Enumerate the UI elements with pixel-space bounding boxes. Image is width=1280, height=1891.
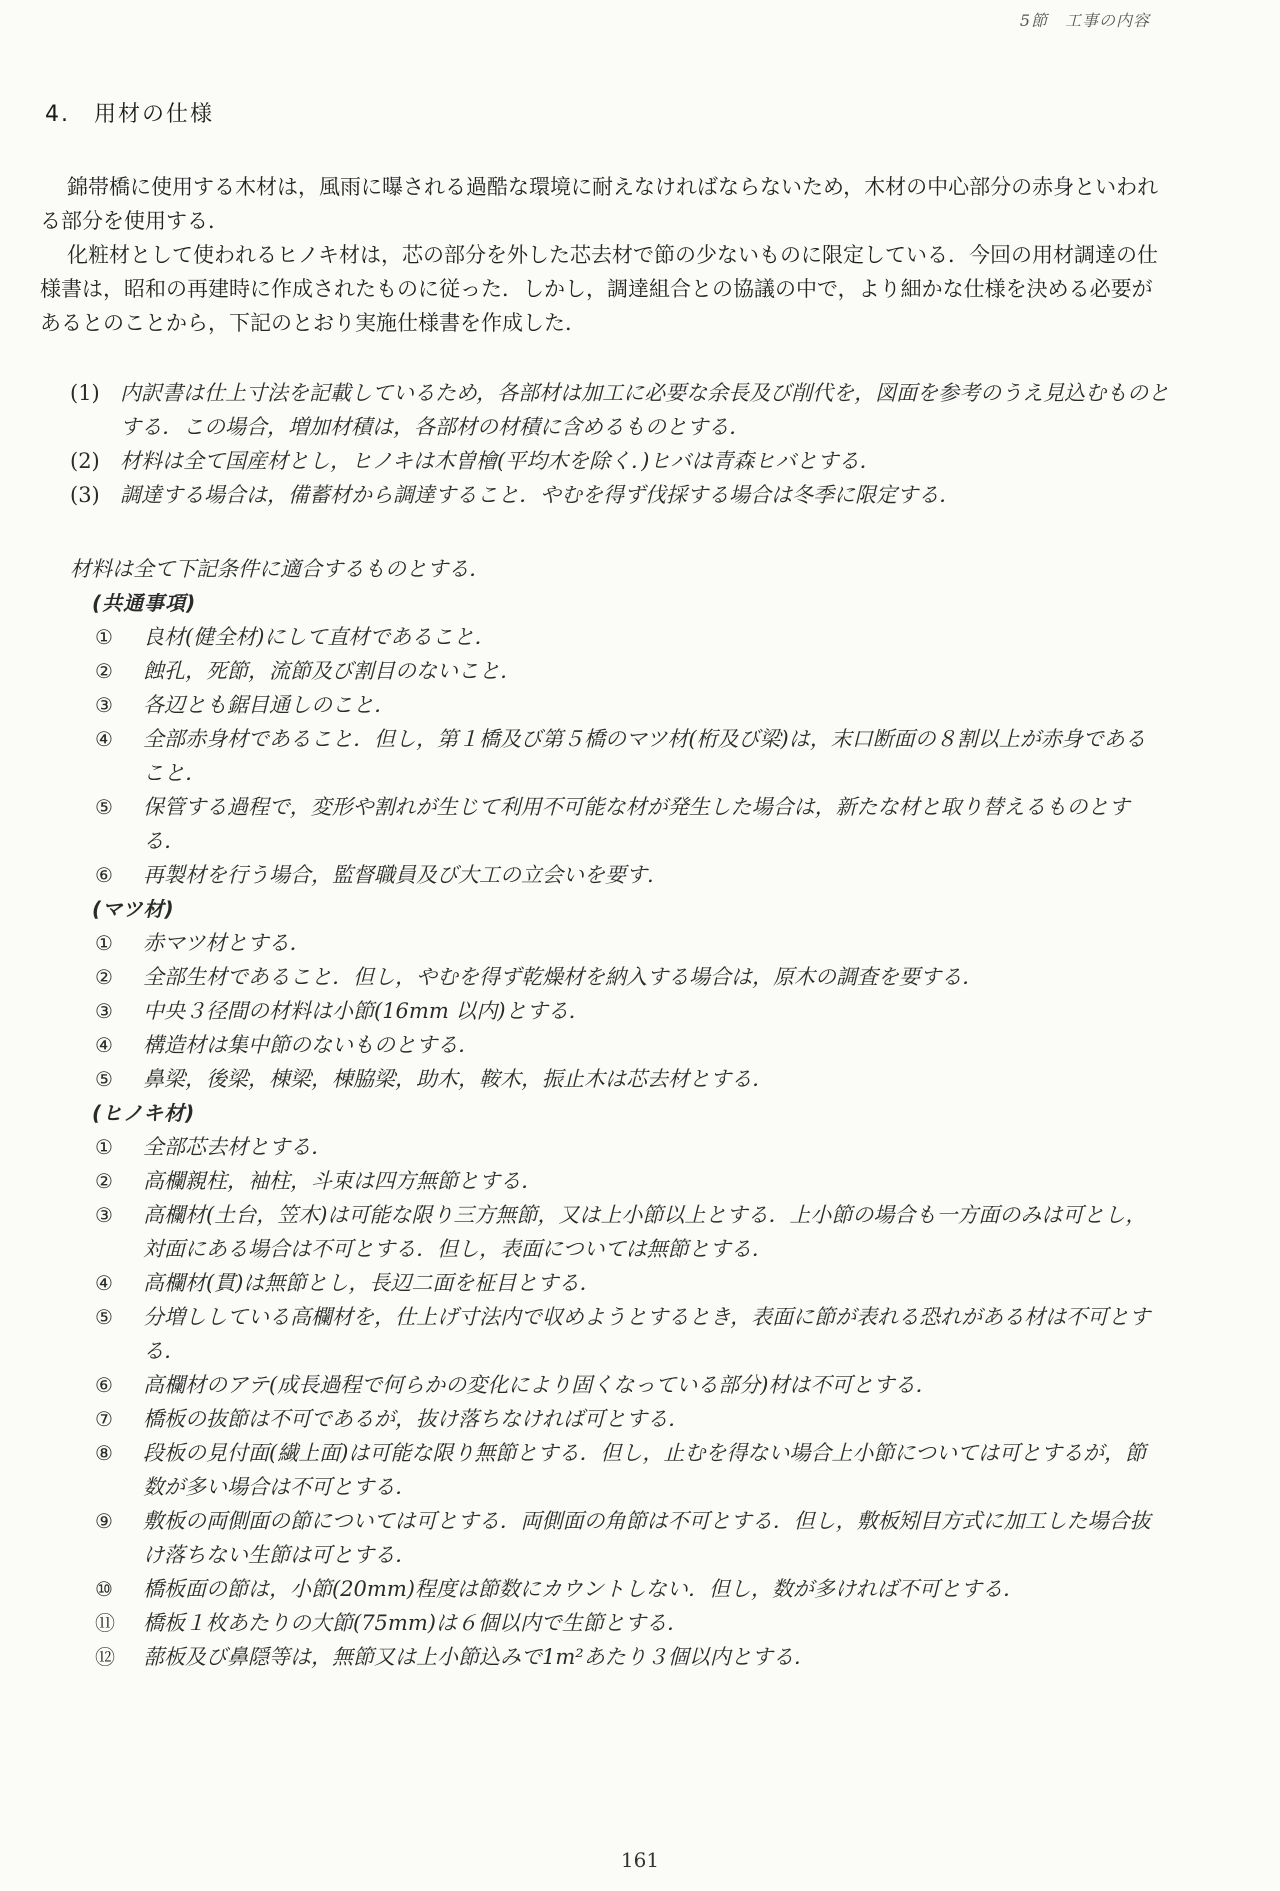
condition-item	[95, 654, 1170, 688]
intro-paragraph: 錦帯橋に使用する木材は，風雨に曝される過酷な環境に耐えなければならないため，木材の中心部分の赤身といわれる部分を使用する．	[40, 175, 1159, 233]
item-marker: ⑦	[95, 1407, 113, 1431]
condition-item	[95, 620, 1170, 654]
item-marker: ②	[95, 659, 113, 683]
item-marker: ⑥	[95, 1373, 113, 1397]
item-marker: ④	[95, 727, 113, 751]
item-marker: ①	[95, 625, 113, 649]
item-text: 中央３径間の材料は小節(16mm 以内)とする.	[143, 999, 576, 1023]
condition-item	[95, 960, 1170, 994]
item-text: 再製材を行う場合，監督職員及び大工の立会いを要す.	[143, 863, 654, 887]
item-text: 敷板の両側面の節については可とする．両側面の角節は不可とする．但し，敷板矧目方式に加工した場合抜け落ちない生節は可とする．	[143, 1509, 1151, 1567]
condition-item	[95, 1572, 1170, 1606]
item-marker: ①	[95, 931, 113, 955]
condition-item	[95, 858, 1170, 892]
item-text: 高欄親柱，袖柱，斗束は四方無節とする．	[143, 1169, 542, 1193]
note-text: 内訳書は仕上寸法を記載しているため，各部材は加工に必要な余長及び削代を，図面を参考のうえ見込むものとする．この場合，増加材積は，各部材の材積に含めるものとする．	[120, 381, 1170, 439]
item-marker: ①	[95, 1135, 113, 1159]
item-text: 高欄材(貫)は無節とし，長辺二面を柾目とする．	[143, 1271, 601, 1295]
condition-item	[95, 688, 1170, 722]
intro-paragraph: 化粧材として使われるヒノキ材は，芯の部分を外した芯去材で節の少ないものに限定している．今回の用材調達の仕様書は，昭和の再建時に作成されたものに従った．しかし，調達組合との協議の中で，より細かな仕様を決める必要があるとのことから，下記のとおり実施仕様書を作成した．	[40, 243, 1158, 335]
item-text: 分増ししている高欄材を，仕上げ寸法内で収めようとするとき，表面に節が表れる恐れがある材は不可とする．	[143, 1305, 1151, 1363]
condition-item	[95, 1402, 1170, 1436]
item-marker: ⑤	[95, 795, 113, 819]
item-text: 赤マツ材とする．	[143, 931, 311, 955]
item-marker: ④	[95, 1271, 113, 1295]
note-item	[70, 478, 1170, 512]
condition-item	[95, 1640, 1170, 1674]
condition-item	[95, 994, 1170, 1028]
condition-item	[95, 790, 1170, 858]
item-text: 各辺とも鋸目通しのこと．	[143, 693, 395, 717]
item-text: 高欄材(土台，笠木)は可能な限り三方無節，又は上小節以上とする．上小節の場合も一方面のみは可とし，対面にある場合は不可とする．但し，表面については無節とする．	[143, 1203, 1147, 1261]
condition-item	[95, 1436, 1170, 1504]
condition-item	[95, 1028, 1170, 1062]
conditions-section	[70, 552, 1170, 1674]
item-text: 蔀板及び鼻隠等は，無節又は上小節込みで1m²あたり３個以内とする．	[143, 1645, 815, 1669]
note-item	[70, 376, 1170, 444]
notes-list	[70, 376, 1170, 512]
item-marker: ⑫	[95, 1645, 115, 1669]
item-text: 全部生材であること．但し，やむを得ず乾燥材を納入する場合は，原木の調査を要する．	[143, 965, 983, 989]
note-text: 調達する場合は，備蓄材から調達すること．やむを得ず伐採する場合は冬季に限定する．	[120, 483, 960, 507]
condition-item	[95, 1062, 1170, 1096]
condition-item	[95, 1198, 1170, 1266]
item-marker: ⑨	[95, 1509, 113, 1533]
item-marker: ③	[95, 1203, 113, 1227]
item-marker: ④	[95, 1033, 113, 1057]
item-text: 橋板面の節は，小節(20mm)程度は節数にカウントしない．但し，数が多ければ不可とする．	[143, 1577, 1024, 1601]
item-text: 橋板の抜節は不可であるが，抜け落ちなければ可とする．	[143, 1407, 689, 1431]
conditions-intro: 材料は全て下記条件に適合するものとする．	[70, 557, 490, 581]
category-title: (ヒノキ材)	[92, 1101, 196, 1125]
condition-item	[95, 1606, 1170, 1640]
item-marker: ③	[95, 693, 113, 717]
item-marker: ⑪	[95, 1611, 115, 1635]
condition-item	[95, 1300, 1170, 1368]
item-text: 全部芯去材とする．	[143, 1135, 332, 1159]
item-text: 橋板１枚あたりの大節(75mm)は６個以内で生節とする．	[143, 1611, 688, 1635]
item-marker: ②	[95, 965, 113, 989]
item-marker: ⑥	[95, 863, 113, 887]
item-marker: ⑩	[95, 1577, 113, 1601]
item-text: 保管する過程で，変形や割れが生じて利用不可能な材が発生した場合は，新たな材と取り替えるものとする．	[143, 795, 1130, 853]
condition-item	[95, 926, 1170, 960]
running-header: 5節 工事の内容	[1019, 11, 1150, 30]
item-text: 良材(健全材)にして直材であること．	[143, 625, 496, 649]
item-text: 全部赤身材であること．但し，第１橋及び第５橋のマツ材(桁及び梁)は，末口断面の８割以上が赤身であること．	[143, 727, 1146, 785]
item-marker: ⑤	[95, 1305, 113, 1329]
item-marker: ③	[95, 999, 113, 1023]
condition-item	[95, 1266, 1170, 1300]
note-item	[70, 444, 1170, 478]
item-text: 構造材は集中節のないものとする．	[143, 1033, 479, 1057]
condition-item	[95, 1164, 1170, 1198]
page-number: 161	[620, 1848, 660, 1872]
item-marker: ⑤	[95, 1067, 113, 1091]
note-text: 材料は全て国産材とし，ヒノキは木曽檜(平均木を除く．)ヒバは青森ヒバとする．	[120, 449, 881, 473]
item-marker: ⑧	[95, 1441, 113, 1465]
item-text: 段板の見付面(繊上面)は可能な限り無節とする．但し，止むを得ない場合上小節については可とするが，節数が多い場合は不可とする．	[143, 1441, 1146, 1499]
condition-item	[95, 1368, 1170, 1402]
category-title: (マツ材)	[92, 897, 175, 921]
section-title: 4. 用材の仕様	[45, 102, 214, 127]
intro-text	[40, 170, 1170, 340]
item-text: 鼻梁，後梁，棟梁，棟脇梁，助木，鞍木，振止木は芯去材とする．	[143, 1067, 773, 1091]
category-title: (共通事項)	[92, 591, 197, 615]
item-text: 蝕孔，死節，流節及び割目のないこと．	[143, 659, 521, 683]
categories	[70, 586, 1170, 1674]
condition-item	[95, 722, 1170, 790]
item-text: 高欄材のアテ(成長過程で何らかの変化により固くなっている部分)材は不可とする．	[143, 1373, 937, 1397]
note-number: (1)	[70, 381, 100, 405]
condition-item	[95, 1504, 1170, 1572]
condition-item	[95, 1130, 1170, 1164]
note-number: (2)	[70, 449, 100, 473]
note-number: (3)	[70, 483, 100, 507]
item-marker: ②	[95, 1169, 113, 1193]
